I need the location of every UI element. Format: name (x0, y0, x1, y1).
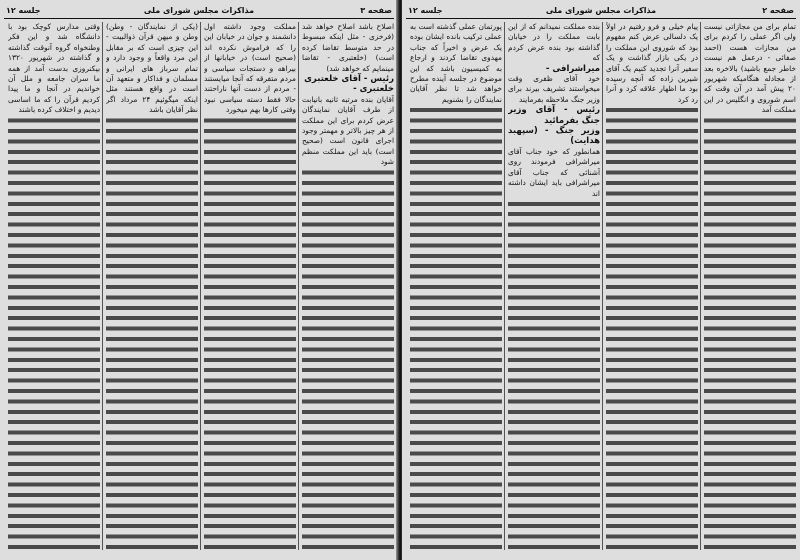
column-divider (298, 22, 299, 550)
text-column (410, 22, 502, 550)
column-divider (700, 22, 701, 550)
paragraph: بنده مملکت نمیدانم که از این بابت مملکت را در خیابان گذاشته بود بنده عرض کردم که (508, 22, 600, 63)
left-newspaper-page (0, 0, 398, 560)
text-column (302, 22, 394, 550)
speaker-name: خلعتبری - (353, 84, 394, 95)
page-title: مذاکرات مجلس شورای ملی (143, 6, 255, 15)
page-number: صفحه ۳ (360, 6, 392, 15)
paragraph: خود آقای ظفری وقت میخواستند تشریف بیرند برای وزیر جنگ ملاحظه بفرمایند (508, 74, 600, 104)
session-number: جلسه ۱۲ (6, 6, 41, 15)
right-newspaper-page (402, 0, 800, 560)
paragraph: اصلاح باشد اصلاح خواهد شد (فرخزی - مثل اینکه مبسوط در حد متوسط تقاضا کرده است) (خلعتبری - تقاضا مینمایم که خواهد شد) (302, 22, 394, 73)
column-text (8, 22, 100, 116)
speaker-name: وزیر جنگ - (سپهبد هدایت) (508, 126, 600, 147)
column-divider (102, 22, 103, 550)
column-text (410, 22, 502, 105)
paragraph: وقتی مدارس کوچک بود با دانشگاه شد و این فکر وطنخواه گروه آنوقت گذاشته و گذاشته در شهریور ۱۳۲۰ بیکنروزی بدست آمد از همه ما سران جامعه و ملل آن خواندیم در آنجا و ما پیدا کردیم قرآن را که ما اساسی دیدیم و اختلاف کرده باشند (8, 22, 100, 115)
column-text (204, 22, 296, 116)
left-page-header (4, 4, 394, 19)
text-column (606, 22, 698, 550)
column-divider (504, 22, 505, 550)
right-page-header (406, 4, 796, 19)
column-text (704, 22, 796, 116)
page-number: صفحه ۲ (762, 6, 794, 15)
text-column (704, 22, 796, 550)
paragraph: تمام برای من مجازاتی نیست ولی اگر عملی را کردم برای من مجازات هست (احمد صفائی - درعمل هم نیست خاطر جمع باشید) بالاخره بعد از مجادله هنگامیکه شهریور ۲۰ پیش آمد در آن وقت که اسم شوروی و انگلیس در این مملکت آمد (704, 22, 796, 115)
column-text (106, 22, 198, 116)
paragraph: مملکت وجود داشته اول دانشمند و جوان در خیابان این را که فراموش نکرده اند (صحیح است) در خیابانها از بیراهه و دستجات سیاسی و مردم متفرقه که آنجا میایستند - مردم از دست آنها ناراحتند حالا فقط دسته سیاسی نبود وقتی کارها بهم میخورد (204, 22, 296, 115)
column-divider (200, 22, 201, 550)
text-column (8, 22, 100, 550)
text-column (508, 22, 600, 550)
text-column (204, 22, 296, 550)
speaker-name: رئیس - آقای خلعتبری (304, 74, 394, 85)
column-text (508, 22, 600, 199)
speaker-name: رئیس - آقای وزیر جنگ بفرمائید (508, 105, 600, 126)
paragraph: پیام خیلی و فرو رفتیم در اولاً یک دلسالی عرض کنم مفهوم بود که شوروی این مملکت را در یکی بازار گذاشت و یک سفیر آنرا تجدید کنیم یک آقای شیرین زاده که آنچه رسیده بود ما اظهار علاقه کرد و آنرا رد کرد (606, 22, 698, 104)
column-text (302, 22, 394, 168)
page-title: مذاکرات مجلس شورای ملی (545, 6, 657, 15)
session-number: جلسه ۱۲ (408, 6, 443, 15)
column-divider (602, 22, 603, 550)
paragraph: (یکی از نمایندگان - وطن) وطن و میهن قرآن ذوالبیت - این چیزی است که بر مقابل این مرد واقعاً و وجود دارد و تمام سرباز های ایرانی و مسلمان و فداکار و متعهد آن است در واقع هستند مثل اینکه میگوئیم ۲۴ مرداد اگر نظر آقایان باشد (106, 22, 198, 115)
paragraph: پورتمان عملی گذشته است به عملی ترکیب بانده ایشان بوده یک عرض و اخیراً که جناب مهدوی تقاضا کردند و ارجاع به کمیسیون باشد که این موضوع در جلسه آینده مطرح خواهد شد تا نظر آقایان نمایندگان را بشنویم (410, 22, 502, 104)
paragraph: آقایان بنده مرتبه ثانیه بانیابت از طرف آقایان نمایندگان عرض کردم برای این مملکت از هر چیز بالاتر و مهمتر وجود اجرای قانون است (صحیح است) باید این مملکت منظم شود (302, 94, 394, 167)
text-column (106, 22, 198, 550)
column-text (606, 22, 698, 105)
speaker-name: میراشرافی - (545, 63, 600, 74)
paragraph: همانطور که خود جناب آقای میراشرافی فرمودند روی آشنائی که جناب آقای میراشرافی باید ایشان داشته اند (508, 146, 600, 198)
